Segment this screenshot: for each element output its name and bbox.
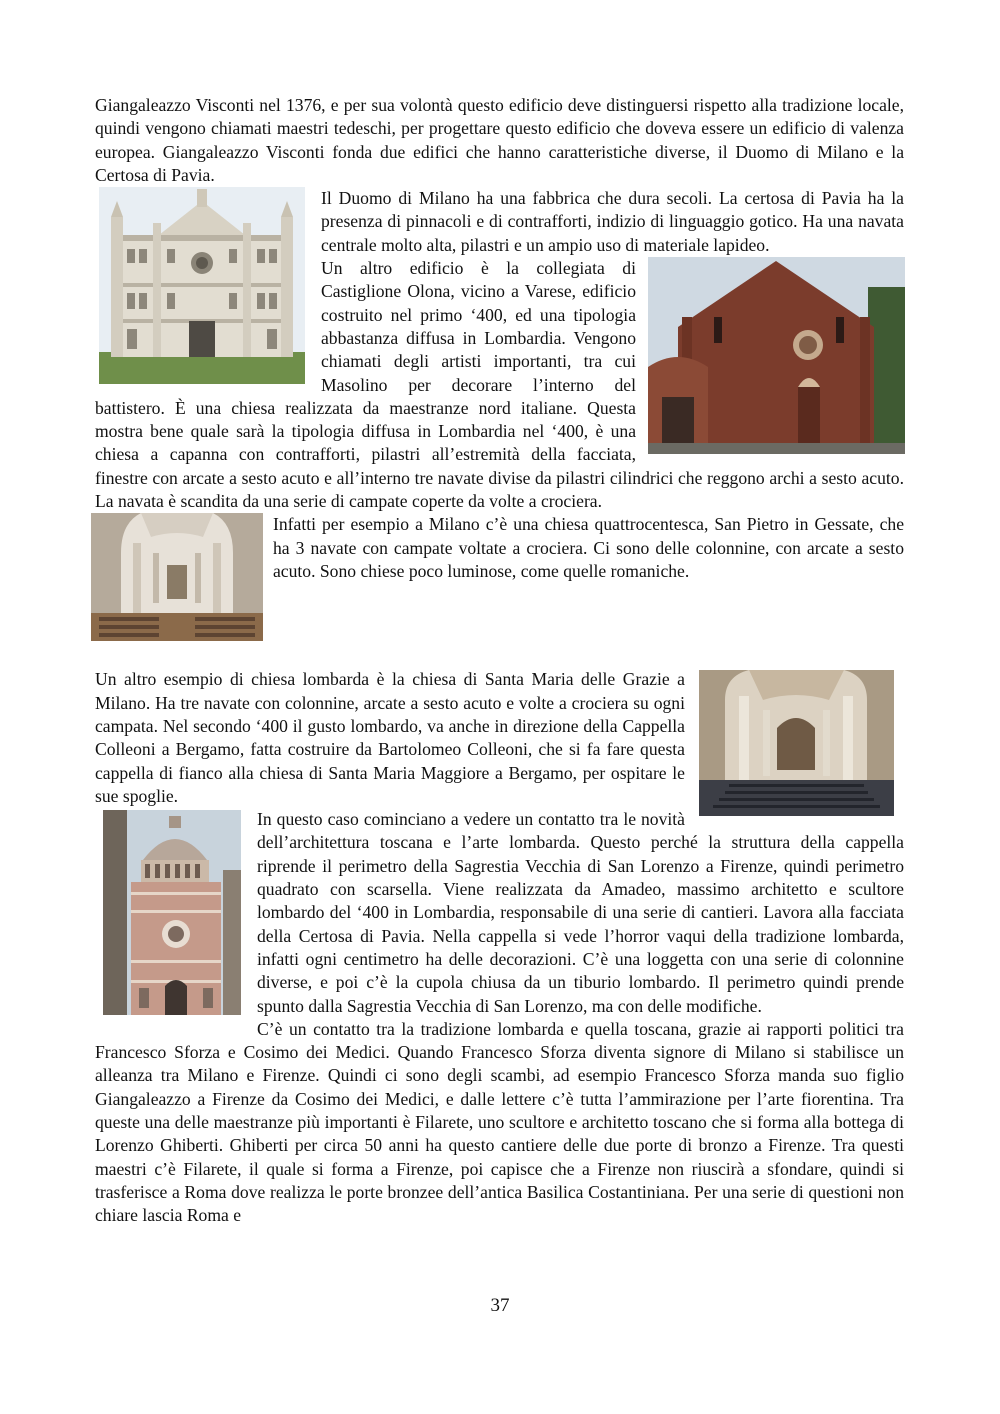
page-number: 37	[490, 1295, 510, 1316]
paragraph-7: C’è un contatto tra la tradizione lombarda e quella toscana, grazie ai rapporti politici tra Francesco Sforza e Cosimo dei Medici. Quando Francesco Sforza diventa signore di Milano si stabilisce un alleanza tra Milano e Firenze. Quindi ci sono degli scambi, ad esempio Francesco Sforza manda suo figlio Giangaleazzo a Firenze da Cosimo dei Medici, e dalle lettere c’è tutta l’ammirazione per l’arte fiorentina. Tra queste una delle maestranze più importanti è Filarete, uno scultore e architetto toscano che si forma alla bottega di Lorenzo Ghiberti. Ghiberti per circa 50 anni ha questo cantiere delle due porte di bronzo a Firenze. Tra questi maestri c’è Filarete, il quale si forma a Firenze, poi capisce che a Firenze non riuscirà a sfondare, quindi si trasferisce a Roma dove realizza le porte bronzee dell’antica Basilica Costantiniana. Per una serie di questioni non chiare lascia Roma e	[95, 1018, 904, 1226]
collegiata-castiglione-olona-photo	[648, 257, 905, 454]
certosa-di-pavia-photo	[99, 187, 305, 384]
san-pietro-in-gessate-interior-photo	[91, 513, 263, 641]
santa-maria-delle-grazie-interior-photo	[699, 670, 894, 816]
cappella-colleoni-photo	[103, 810, 241, 1015]
paragraph-1: Giangaleazzo Visconti nel 1376, e per sua volontà questo edificio deve distinguersi rispetto alla tradizione locale, quindi vengono chiamati maestri tedeschi, per progettare questo edificio che doveva essere un edificio di valenza europea. Giangaleazzo Visconti fonda due edifici che hanno caratteristiche diverse, il Duomo di Milano e la Certosa di Pavia.	[95, 95, 904, 185]
paragraph-6: In questo caso cominciano a vedere un contatto tra le novità dell’architettura toscana e l’arte lombarda. Questo perché la struttura della cappella riprende il perimetro della Sagrestia Vecchia di San Lorenzo a Firenze, quindi perimetro quadrato con scarsella. Viene realizzata da Amadeo, massimo architetto e scultore lombardo del ‘400 in Lombardia, responsabile di una serie di cantieri. Lavora alla facciata della Certosa di Pavia. Nella cappella si vede l’horror vaqui della tradizione lombarda, infatti ogni centimetro ha delle decorazioni. C’è una loggetta con una serie di colonnine diverse, e poi c’è la cupola chiusa da un tiburio lombardo. Il perimetro quindi prende spunto dalla Sagrestia Vecchia di San Lorenzo, ma con delle modifiche.	[257, 809, 904, 1016]
page-body	[95, 94, 904, 1227]
paragraph-3: Un altro edificio è la collegiata di Castiglione Olona, vicino a Varese, edificio costruito nel primo ‘400, ed una tipologia abbastanza diffusa in Lombardia. Vengono chiamati degli artisti importanti, tra cui Masolino per decorare l’interno del battistero. È una chiesa realizzata da maestranze nord italiane. Questa mostra bene quale sarà la tipologia diffusa in Lombardia nel ‘400, è una chiesa a capanna con contrafforti, pilastri all’estremità della facciata, finestre con arcate a sesto acuto e all’interno tre navate divise da pilastri cilindrici che reggono archi a sesto acuto. La navata è scandita da una serie di campate coperte da volte a crociera.	[95, 258, 904, 512]
paragraph-4: Infatti per esempio a Milano c’è una chiesa quattrocentesca, San Pietro in Gessate, che ha 3 navate con campate voltate a crociera. Ci sono delle colonnine, con arcate a sesto acuto. Sono chiese poco luminose, come quelle romaniche.	[273, 514, 904, 581]
paragraph-2: Il Duomo di Milano ha una fabbrica che dura secoli. La certosa di Pavia ha la presenza di pinnacoli e di contrafforti, indizio di linguaggio gotico. Ha una navata centrale molto alta, pilastri e un ampio uso di materiale lapideo.	[321, 188, 904, 255]
paragraph-5: Un altro esempio di chiesa lombarda è la chiesa di Santa Maria delle Grazie a Milano. Ha tre navate con colonnine, arcate a sesto acuto e volte a crociera su ogni campata. Nel secondo ‘400 il gusto lombardo, va anche in direzione della Cappella Colleoni a Bergamo, fatta costruire da Bartolomeo Colleoni, che si fa fare questa cappella di fianco alla chiesa di Santa Maria Maggiore a Bergamo, per ospitare le sue spoglie.	[95, 669, 685, 806]
spacer	[95, 645, 904, 668]
